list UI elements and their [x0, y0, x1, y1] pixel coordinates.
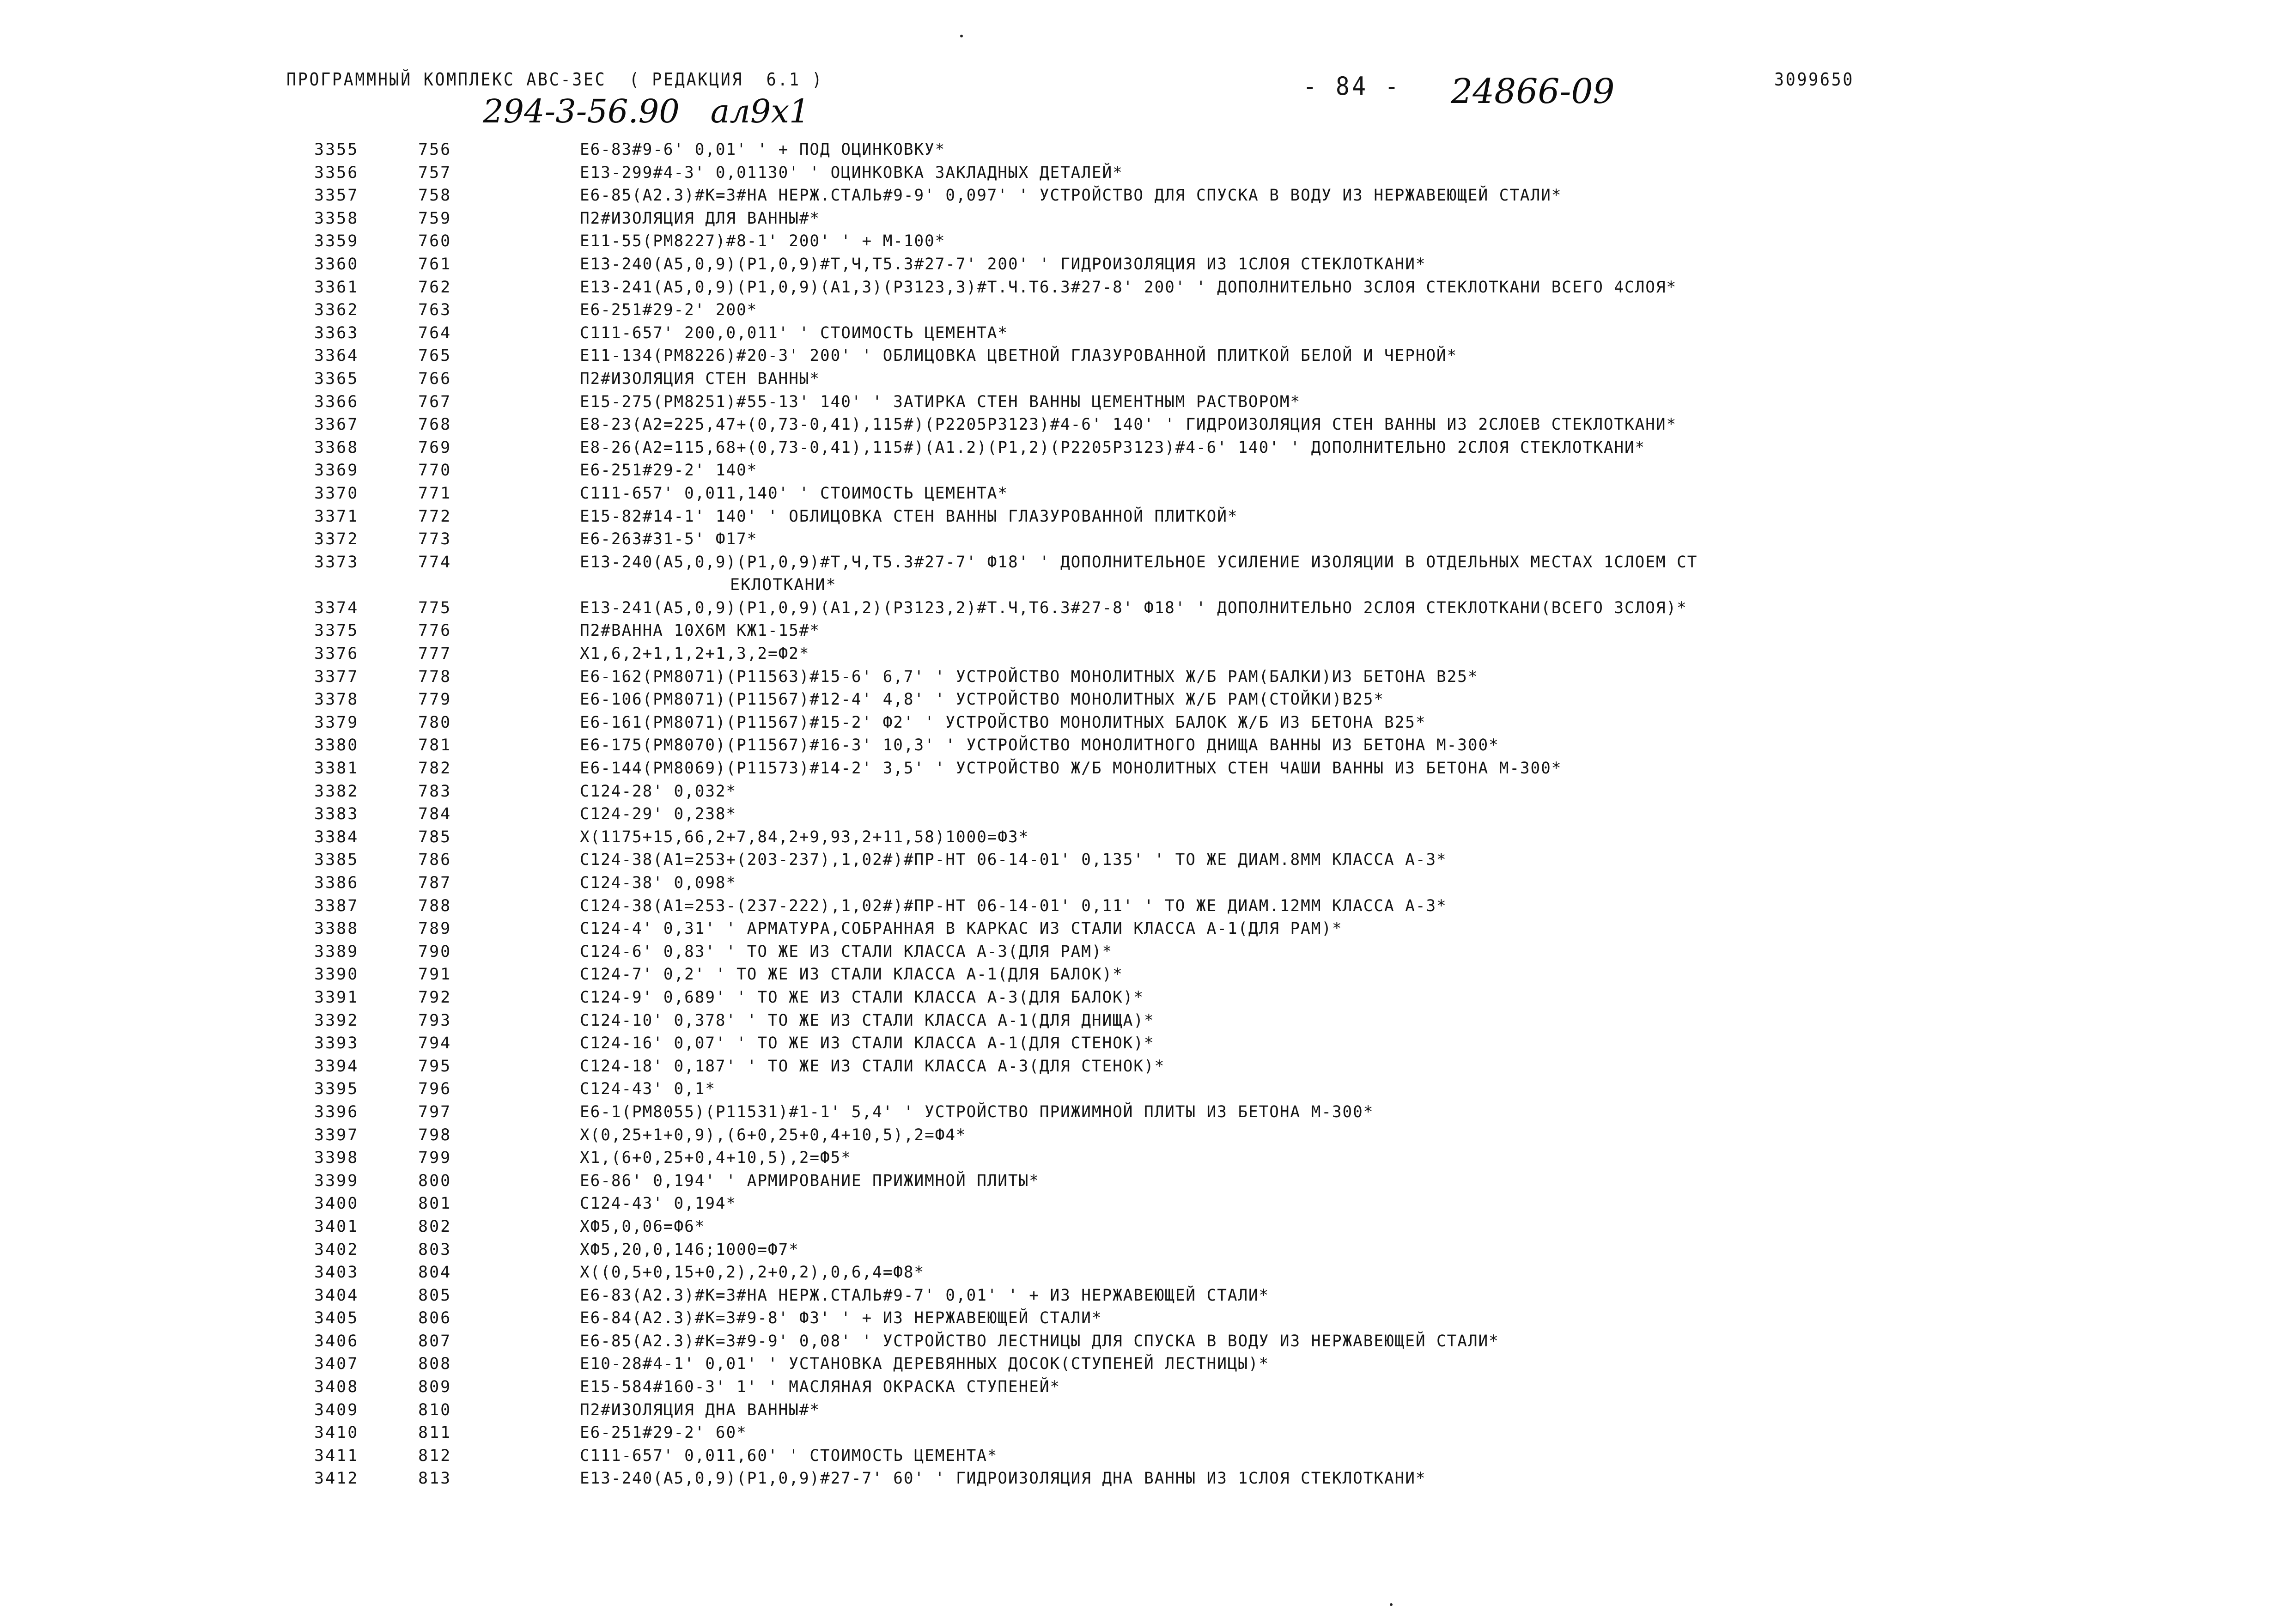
handwritten-reference: 294-3-56.90 ал9х1	[483, 92, 810, 130]
line-number: 3366	[314, 392, 359, 411]
estimate-entry-text: ХФ5,20,0,146;1000=Ф7*	[580, 1240, 799, 1259]
line-number: 3356	[314, 163, 359, 182]
line-number: 3380	[314, 736, 359, 755]
estimate-entry-text: Е15-82#14-1' 140' ' ОБЛИЦОВКА СТЕН ВАННЫ ГЛАЗУРОВАННОЙ ПЛИТКОЙ*	[580, 507, 1238, 526]
listing-row	[0, 849, 2294, 872]
line-number: 3364	[314, 347, 359, 365]
sequence-number: 787	[418, 874, 452, 892]
estimate-entry-text: Е6-144(РМ8069)(Р11573)#14-2' 3,5' ' УСТРОЙСТВО Ж/Б МОНОЛИТНЫХ СТЕН ЧАШИ ВАННЫ ИЗ БЕТОНА М-300*	[580, 759, 1562, 778]
sequence-number: 758	[418, 186, 452, 205]
sequence-number: 781	[418, 736, 452, 755]
estimate-entry-continuation: ЕКЛОТКАНИ*	[730, 576, 837, 595]
listing-row	[0, 437, 2294, 460]
listing-row	[0, 963, 2294, 986]
handwritten-project-number: 24866-09	[1451, 72, 1615, 111]
estimate-entry-text: Е13-299#4-3' 0,01130' ' ОЦИНКОВКА ЗАКЛАДНЫХ ДЕТАЛЕЙ*	[580, 163, 1123, 182]
document-code: 3099650	[1774, 69, 1855, 90]
sequence-number: 764	[418, 323, 452, 342]
sequence-number: 798	[418, 1125, 452, 1144]
line-number: 3355	[314, 140, 359, 159]
listing-row	[0, 1467, 2294, 1490]
estimate-entry-text: Е6-84(А2.3)#К=3#9-8' Ф3' ' + ИЗ НЕРЖАВЕЮЩЕЙ СТАЛИ*	[580, 1309, 1102, 1328]
estimate-entry-text: Х((0,5+0,15+0,2),2+0,2),0,6,4=Ф8*	[580, 1263, 925, 1282]
listing-row	[0, 1032, 2294, 1055]
line-number: 3362	[314, 301, 359, 320]
listing-row	[0, 276, 2294, 299]
estimate-entry-text: Е6-251#29-2' 60*	[580, 1423, 747, 1442]
listing-row	[0, 253, 2294, 276]
sequence-number: 766	[418, 369, 452, 388]
line-number: 3377	[314, 667, 359, 686]
line-number: 3370	[314, 484, 359, 503]
listing-row	[0, 345, 2294, 368]
listing-row	[0, 1101, 2294, 1124]
line-number: 3371	[314, 507, 359, 526]
estimate-entry-text: С124-29' 0,238*	[580, 805, 737, 824]
sequence-number: 776	[418, 621, 452, 640]
page-number: - 84 -	[1303, 72, 1401, 101]
estimate-entry-text: Х(1175+15,66,2+7,84,2+9,93,2+11,58)1000=Ф3*	[580, 827, 1029, 846]
line-number: 3392	[314, 1011, 359, 1030]
estimate-entry-text: Е15-584#160-3' 1' ' МАСЛЯНАЯ ОКРАСКА СТУПЕНЕЙ*	[580, 1378, 1061, 1397]
estimate-entry-text: Е13-241(А5,0,9)(Р1,0,9)(А1,3)(Р3123,3)#Т.Ч.Т6.3#27-8' 200' ' ДОПОЛНИТЕЛЬНО 3СЛОЯ СТЕКЛОТКАНИ ВСЕГО 4СЛОЯ*	[580, 278, 1677, 297]
line-number: 3400	[314, 1194, 359, 1213]
line-number: 3394	[314, 1057, 359, 1076]
estimate-entry-text: Е11-55(РМ8227)#8-1' 200' ' + М-100*	[580, 232, 946, 251]
listing-row	[0, 1376, 2294, 1399]
sequence-number: 782	[418, 759, 452, 778]
sequence-number: 789	[418, 919, 452, 938]
estimate-entry-text: Е11-134(РМ8226)#20-3' 200' ' ОБЛИЦОВКА ЦВЕТНОЙ ГЛАЗУРОВАННОЙ ПЛИТКОЙ БЕЛОЙ И ЧЕРНОЙ*	[580, 347, 1458, 365]
sequence-number: 796	[418, 1080, 452, 1099]
sequence-number: 777	[418, 645, 452, 663]
listing-row	[0, 1078, 2294, 1101]
listing-row	[0, 1055, 2294, 1078]
sequence-number: 799	[418, 1149, 452, 1168]
estimate-entry-text: Е15-275(РМ8251)#55-13' 140' ' ЗАТИРКА СТЕН ВАННЫ ЦЕМЕНТНЫМ РАСТВОРОМ*	[580, 392, 1301, 411]
estimate-entry-text: С111-657' 0,011,60' ' СТОИМОСТЬ ЦЕМЕНТА*	[580, 1446, 998, 1465]
estimate-listing	[0, 139, 2294, 1490]
listing-row	[0, 1399, 2294, 1422]
line-number: 3375	[314, 621, 359, 640]
estimate-entry-text: С124-43' 0,194*	[580, 1194, 737, 1213]
estimate-entry-text: С111-657' 0,011,140' ' СТОИМОСТЬ ЦЕМЕНТА*	[580, 484, 1009, 503]
listing-row	[0, 162, 2294, 185]
sequence-number: 797	[418, 1102, 452, 1121]
listing-row	[0, 620, 2294, 643]
estimate-entry-text: Е8-26(А2=115,68+(0,73-0,41),115#)(А1.2)(Р1,2)(Р2205Р3123)#4-6' 140' ' ДОПОЛНИТЕЛЬНО 2СЛОЯ СТЕКЛОТКАНИ*	[580, 438, 1646, 457]
sequence-number: 770	[418, 461, 452, 480]
estimate-entry-text: П2#ИЗОЛЯЦИЯ ДЛЯ ВАННЫ#*	[580, 209, 821, 228]
sequence-number: 763	[418, 301, 452, 320]
line-number: 3397	[314, 1125, 359, 1144]
listing-row	[0, 1170, 2294, 1193]
sequence-number: 808	[418, 1355, 452, 1374]
sequence-number: 779	[418, 690, 452, 709]
line-number: 3406	[314, 1332, 359, 1350]
line-number: 3391	[314, 988, 359, 1007]
sequence-number: 786	[418, 851, 452, 870]
estimate-entry-text: С124-38' 0,098*	[580, 874, 737, 892]
line-number: 3407	[314, 1355, 359, 1374]
sequence-number: 790	[418, 942, 452, 961]
estimate-entry-text: Е6-86' 0,194' ' АРМИРОВАНИЕ ПРИЖИМНОЙ ПЛИТЫ*	[580, 1171, 1040, 1190]
listing-row	[0, 941, 2294, 964]
sequence-number: 788	[418, 896, 452, 915]
sequence-number: 771	[418, 484, 452, 503]
estimate-entry-text: Е6-83(А2.3)#К=3#НА НЕРЖ.СТАЛЬ#9-7' 0,01' ' + ИЗ НЕРЖАВЕЮЩЕЙ СТАЛИ*	[580, 1286, 1270, 1305]
listing-row	[0, 184, 2294, 207]
estimate-entry-text: Е6-162(РМ8071)(Р11563)#15-6' 6,7' ' УСТРОЙСТВО МОНОЛИТНЫХ Ж/Б РАМ(БАЛКИ)ИЗ БЕТОНА В25*	[580, 667, 1479, 686]
scan-speck	[960, 35, 963, 37]
line-number: 3360	[314, 255, 359, 274]
listing-row	[0, 666, 2294, 689]
estimate-entry-text: Е13-241(А5,0,9)(Р1,0,9)(А1,2)(Р3123,2)#Т.Ч,Т6.3#27-8' Ф18' ' ДОПОЛНИТЕЛЬНО 2СЛОЯ СТЕКЛОТКАНИ(ВСЕГО 3СЛОЯ)*	[580, 598, 1687, 617]
listing-row	[0, 1307, 2294, 1330]
listing-row	[0, 986, 2294, 1010]
estimate-entry-text: Е6-85(А2.3)#К=3#НА НЕРЖ.СТАЛЬ#9-9' 0,097' ' УСТРОЙСТВО ДЛЯ СПУСКА В ВОДУ ИЗ НЕРЖАВЕЮЩЕЙ СТАЛИ*	[580, 186, 1562, 205]
line-number: 3408	[314, 1378, 359, 1397]
line-number: 3369	[314, 461, 359, 480]
line-number: 3381	[314, 759, 359, 778]
listing-row	[0, 597, 2294, 620]
sequence-number: 757	[418, 163, 452, 182]
sequence-number: 812	[418, 1446, 452, 1465]
sequence-number: 767	[418, 392, 452, 411]
estimate-entry-text: Е6-1(РМ8055)(Р11531)#1-1' 5,4' ' УСТРОЙСТВО ПРИЖИМНОЙ ПЛИТЫ ИЗ БЕТОНА М-300*	[580, 1102, 1374, 1121]
listing-row	[0, 368, 2294, 391]
listing-row	[0, 780, 2294, 803]
line-number: 3411	[314, 1446, 359, 1465]
listing-row	[0, 688, 2294, 712]
listing-row	[0, 528, 2294, 551]
estimate-entry-text: Е8-23(А2=225,47+(0,73-0,41),115#)(Р2205Р3123)#4-6' 140' ' ГИДРОИЗОЛЯЦИЯ СТЕН ВАННЫ ИЗ 2СЛОЕВ СТЕКЛОТКАНИ*	[580, 415, 1677, 434]
line-number: 3393	[314, 1034, 359, 1053]
listing-row	[0, 1330, 2294, 1353]
estimate-entry-text: Х1,(6+0,25+0,4+10,5),2=Ф5*	[580, 1149, 852, 1168]
estimate-entry-text: С124-16' 0,07' ' ТО ЖЕ ИЗ СТАЛИ КЛАССА А-1(ДЛЯ СТЕНОК)*	[580, 1034, 1155, 1053]
line-number: 3403	[314, 1263, 359, 1282]
line-number: 3399	[314, 1171, 359, 1190]
line-number: 3372	[314, 530, 359, 549]
listing-row	[0, 872, 2294, 895]
estimate-entry-text: Е6-175(РМ8070)(Р11567)#16-3' 10,3' ' УСТРОЙСТВО МОНОЛИТНОГО ДНИЩА ВАННЫ ИЗ БЕТОНА М-300*	[580, 736, 1499, 755]
sequence-number: 811	[418, 1423, 452, 1442]
line-number: 3387	[314, 896, 359, 915]
line-number: 3358	[314, 209, 359, 228]
sequence-number: 810	[418, 1400, 452, 1419]
line-number: 3404	[314, 1286, 359, 1305]
line-number: 3357	[314, 186, 359, 205]
listing-row	[0, 918, 2294, 941]
estimate-entry-text: С124-10' 0,378' ' ТО ЖЕ ИЗ СТАЛИ КЛАССА А-1(ДЛЯ ДНИЩА)*	[580, 1011, 1155, 1030]
sequence-number: 774	[418, 553, 452, 572]
estimate-entry-text: Е6-263#31-5' Ф17*	[580, 530, 758, 549]
estimate-entry-text: С124-4' 0,31' ' АРМАТУРА,СОБРАННАЯ В КАРКАС ИЗ СТАЛИ КЛАССА А-1(ДЛЯ РАМ)*	[580, 919, 1343, 938]
listing-row	[0, 895, 2294, 918]
estimate-entry-text: П2#ИЗОЛЯЦИЯ ДНА ВАННЫ#*	[580, 1400, 821, 1419]
sequence-number: 760	[418, 232, 452, 251]
line-number: 3410	[314, 1423, 359, 1442]
line-number: 3365	[314, 369, 359, 388]
line-number: 3412	[314, 1469, 359, 1488]
estimate-entry-text: Е6-85(А2.3)#К=3#9-9' 0,08' ' УСТРОЙСТВО ЛЕСТНИЦЫ ДЛЯ СПУСКА В ВОДУ ИЗ НЕРЖАВЕЮЩЕЙ СТАЛИ*	[580, 1332, 1499, 1350]
estimate-entry-text: Х1,6,2+1,1,2+1,3,2=Ф2*	[580, 645, 810, 663]
sequence-number: 794	[418, 1034, 452, 1053]
line-number: 3396	[314, 1102, 359, 1121]
listing-row	[0, 643, 2294, 666]
line-number: 3382	[314, 782, 359, 801]
listing-row	[0, 322, 2294, 345]
listing-row	[0, 391, 2294, 414]
line-number: 3398	[314, 1149, 359, 1168]
listing-row	[0, 482, 2294, 505]
line-number: 3368	[314, 438, 359, 457]
sequence-number: 761	[418, 255, 452, 274]
listing-row	[0, 1216, 2294, 1239]
estimate-entry-text: П2#ИЗОЛЯЦИЯ СТЕН ВАННЫ*	[580, 369, 821, 388]
sequence-number: 805	[418, 1286, 452, 1305]
estimate-entry-text: С124-28' 0,032*	[580, 782, 737, 801]
line-number: 3390	[314, 965, 359, 984]
line-number: 3367	[314, 415, 359, 434]
estimate-entry-text: С124-43' 0,1*	[580, 1080, 716, 1099]
listing-row	[0, 1353, 2294, 1376]
listing-row	[0, 551, 2294, 597]
listing-row	[0, 230, 2294, 253]
line-number: 3373	[314, 553, 359, 572]
estimate-entry-text: Е6-251#29-2' 140*	[580, 461, 758, 480]
line-number: 3379	[314, 713, 359, 732]
line-number: 3388	[314, 919, 359, 938]
sequence-number: 801	[418, 1194, 452, 1213]
sequence-number: 759	[418, 209, 452, 228]
listing-row	[0, 139, 2294, 162]
sequence-number: 806	[418, 1309, 452, 1328]
program-header: ПРОГРАММНЫЙ КОМПЛЕКС АВС-3ЕС ( РЕДАКЦИЯ 6.1 )	[286, 69, 824, 90]
listing-row	[0, 299, 2294, 322]
line-number: 3395	[314, 1080, 359, 1099]
sequence-number: 792	[418, 988, 452, 1007]
listing-row	[0, 1422, 2294, 1445]
listing-row	[0, 1239, 2294, 1262]
listing-row	[0, 712, 2294, 735]
sequence-number: 809	[418, 1378, 452, 1397]
sequence-number: 778	[418, 667, 452, 686]
listing-row	[0, 1192, 2294, 1216]
sequence-number: 772	[418, 507, 452, 526]
estimate-entry-text: П2#ВАННА 10Х6М КЖ1-15#*	[580, 621, 821, 640]
estimate-entry-text: С124-7' 0,2' ' ТО ЖЕ ИЗ СТАЛИ КЛАССА А-1(ДЛЯ БАЛОК)*	[580, 965, 1123, 984]
estimate-entry-text: Е6-161(РМ8071)(Р11567)#15-2' Ф2' ' УСТРОЙСТВО МОНОЛИТНЫХ БАЛОК Ж/Б ИЗ БЕТОНА В25*	[580, 713, 1426, 732]
sequence-number: 780	[418, 713, 452, 732]
sequence-number: 773	[418, 530, 452, 549]
sequence-number: 769	[418, 438, 452, 457]
listing-row	[0, 459, 2294, 482]
estimate-entry-text: С124-9' 0,689' ' ТО ЖЕ ИЗ СТАЛИ КЛАССА А-3(ДЛЯ БАЛОК)*	[580, 988, 1144, 1007]
listing-row	[0, 1284, 2294, 1308]
listing-row	[0, 1010, 2294, 1033]
estimate-entry-text: Е6-106(РМ8071)(Р11567)#12-4' 4,8' ' УСТРОЙСТВО МОНОЛИТНЫХ Ж/Б РАМ(СТОЙКИ)В25*	[580, 690, 1385, 709]
estimate-entry-text: ХФ5,0,06=Ф6*	[580, 1217, 706, 1236]
line-number: 3402	[314, 1240, 359, 1259]
listing-row	[0, 826, 2294, 849]
sequence-number: 783	[418, 782, 452, 801]
listing-row	[0, 1445, 2294, 1468]
estimate-entry-text: С124-38(А1=253+(203-237),1,02#)#ПР-НТ 06-14-01' 0,135' ' ТО ЖЕ ДИАМ.8ММ КЛАССА А-3*	[580, 851, 1447, 870]
line-number: 3386	[314, 874, 359, 892]
listing-row	[0, 757, 2294, 780]
estimate-entry-text: С111-657' 200,0,011' ' СТОИМОСТЬ ЦЕМЕНТА*	[580, 323, 1009, 342]
estimate-entry-text: Е13-240(А5,0,9)(Р1,0,9)#Т,Ч,Т5.3#27-7' Ф18' ' ДОПОЛНИТЕЛЬНОЕ УСИЛЕНИЕ ИЗОЛЯЦИИ В ОТДЕЛЬНЫХ МЕСТАХ 1СЛОЕМ СТ	[580, 553, 1698, 572]
line-number: 3361	[314, 278, 359, 297]
estimate-entry-text: Е10-28#4-1' 0,01' ' УСТАНОВКА ДЕРЕВЯННЫХ ДОСОК(СТУПЕНЕЙ ЛЕСТНИЦЫ)*	[580, 1355, 1270, 1374]
sequence-number: 784	[418, 805, 452, 824]
line-number: 3384	[314, 827, 359, 846]
estimate-entry-text: С124-6' 0,83' ' ТО ЖЕ ИЗ СТАЛИ КЛАССА А-3(ДЛЯ РАМ)*	[580, 942, 1113, 961]
sequence-number: 800	[418, 1171, 452, 1190]
sequence-number: 762	[418, 278, 452, 297]
listing-row	[0, 1261, 2294, 1284]
sequence-number: 813	[418, 1469, 452, 1488]
sequence-number: 795	[418, 1057, 452, 1076]
sequence-number: 765	[418, 347, 452, 365]
listing-row	[0, 734, 2294, 757]
sequence-number: 756	[418, 140, 452, 159]
line-number: 3405	[314, 1309, 359, 1328]
estimate-entry-text: Е13-240(А5,0,9)(Р1,0,9)#27-7' 60' ' ГИДРОИЗОЛЯЦИЯ ДНА ВАННЫ ИЗ 1СЛОЯ СТЕКЛОТКАНИ*	[580, 1469, 1426, 1488]
line-number: 3376	[314, 645, 359, 663]
listing-row	[0, 505, 2294, 529]
line-number: 3385	[314, 851, 359, 870]
sequence-number: 793	[418, 1011, 452, 1030]
sequence-number: 802	[418, 1217, 452, 1236]
listing-row	[0, 414, 2294, 437]
estimate-entry-text: Е6-83#9-6' 0,01' ' + ПОД ОЦИНКОВКУ*	[580, 140, 946, 159]
sequence-number: 768	[418, 415, 452, 434]
line-number: 3378	[314, 690, 359, 709]
sequence-number: 791	[418, 965, 452, 984]
sequence-number: 807	[418, 1332, 452, 1350]
estimate-entry-text: С124-18' 0,187' ' ТО ЖЕ ИЗ СТАЛИ КЛАССА А-3(ДЛЯ СТЕНОК)*	[580, 1057, 1165, 1076]
line-number: 3383	[314, 805, 359, 824]
line-number: 3359	[314, 232, 359, 251]
line-number: 3374	[314, 598, 359, 617]
scan-speck	[1390, 1603, 1393, 1606]
sequence-number: 803	[418, 1240, 452, 1259]
line-number: 3389	[314, 942, 359, 961]
listing-row	[0, 803, 2294, 826]
listing-row	[0, 1147, 2294, 1170]
line-number: 3409	[314, 1400, 359, 1419]
estimate-entry-text: Е6-251#29-2' 200*	[580, 301, 758, 320]
sequence-number: 785	[418, 827, 452, 846]
estimate-entry-text: С124-38(А1=253-(237-222),1,02#)#ПР-НТ 06-14-01' 0,11' ' ТО ЖЕ ДИАМ.12ММ КЛАССА А-3*	[580, 896, 1447, 915]
estimate-entry-text: Е13-240(А5,0,9)(Р1,0,9)#Т,Ч,Т5.3#27-7' 200' ' ГИДРОИЗОЛЯЦИЯ ИЗ 1СЛОЯ СТЕКЛОТКАНИ*	[580, 255, 1426, 274]
listing-row	[0, 207, 2294, 231]
sequence-number: 775	[418, 598, 452, 617]
line-number: 3363	[314, 323, 359, 342]
estimate-entry-text: Х(0,25+1+0,9),(6+0,25+0,4+10,5),2=Ф4*	[580, 1125, 967, 1144]
line-number: 3401	[314, 1217, 359, 1236]
listing-row	[0, 1124, 2294, 1147]
sequence-number: 804	[418, 1263, 452, 1282]
